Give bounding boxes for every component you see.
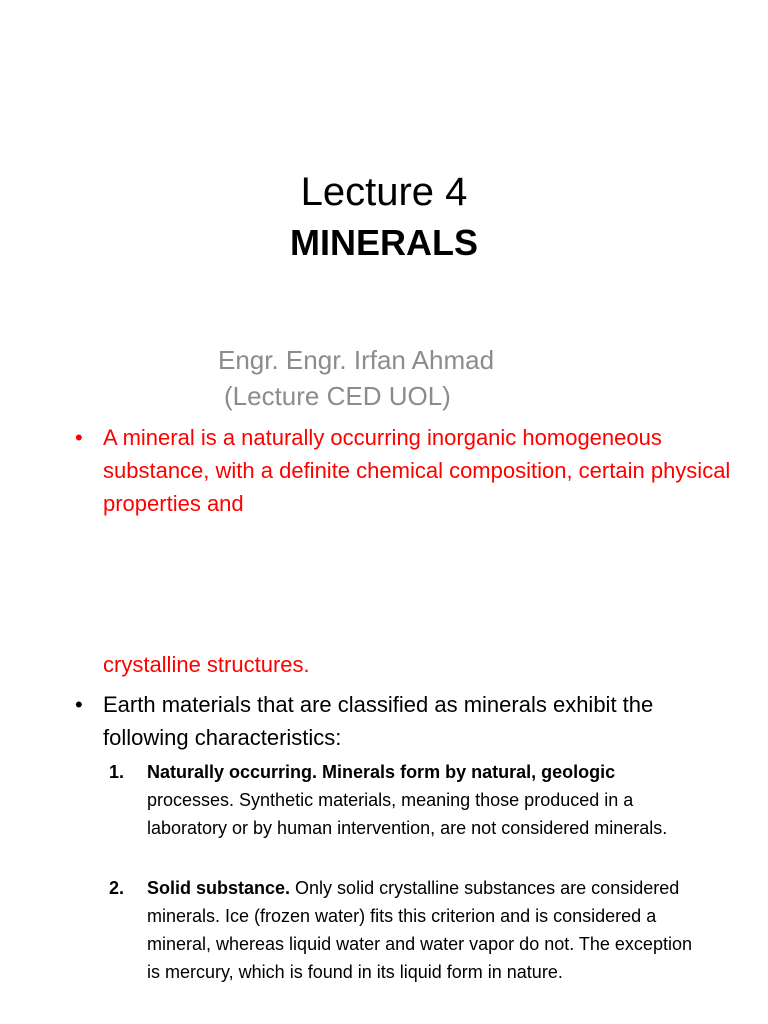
list-item-number: 2. — [109, 878, 125, 898]
list-item-number: 1. — [109, 762, 125, 782]
bullet-dot-icon: • — [75, 425, 83, 450]
bullet-definition — [75, 421, 743, 520]
bullet-dot-icon: • — [75, 692, 83, 717]
author-name: Engr. Engr. Irfan Ahmad — [218, 345, 495, 375]
characteristics-text: Earth materials that are classified as minerals exhibit the following characteristics: — [103, 692, 654, 750]
definition-continuation: crystalline structures. — [103, 652, 310, 677]
list-item-text: Only solid crystalline substances are considered minerals. Ice (frozen water) fits this criterion and is considered a mineral, whereas liquid water and water vapor do not. The exception is mercury, which is found in its liquid form in nature. — [147, 878, 692, 982]
author-affiliation: (Lecture CED UOL) — [224, 381, 451, 411]
list-item — [109, 874, 707, 986]
author-block — [218, 342, 494, 414]
definition-text: A mineral is a naturally occurring inorganic homogeneous substance, with a definite chemical composition, certain physical properties and — [103, 425, 731, 516]
list-item-text: processes. Synthetic materials, meaning those produced in a laboratory or by human intervention, are not considered minerals. — [147, 790, 668, 838]
title-lecture-number: Lecture 4 — [300, 170, 468, 214]
list-item-heading: Naturally occurring. Minerals form by natural, geologic — [147, 762, 616, 782]
title-topic: MINERALS — [290, 222, 478, 263]
list-item-heading: Solid substance. — [147, 878, 291, 898]
bullet-characteristics — [75, 688, 743, 754]
list-item — [109, 758, 707, 842]
